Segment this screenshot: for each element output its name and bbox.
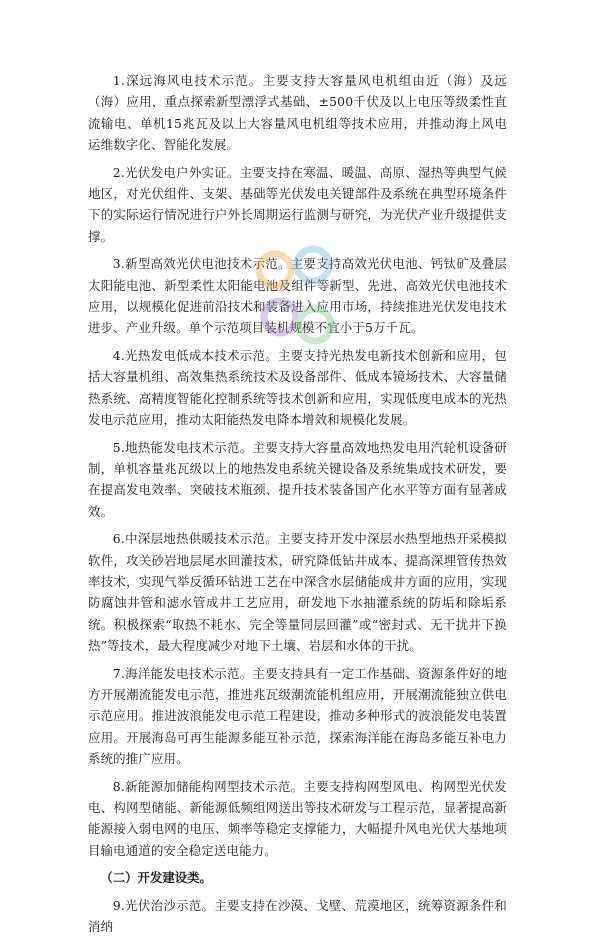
paragraph-5: 5.地热能发电技术示范。主要支持大容量高效地热发电用汽轮机设备研制，单机容量兆瓦级以上的地热发电系统关键设备及系统集成技术研发，要在提高发电效率、突破技术瓶颈、提升技术装备国产化水平等方面有显著成效。 bbox=[88, 439, 507, 519]
section-heading: （二）开发建设类。 bbox=[100, 870, 212, 886]
paragraph-4: 4.光热发电低成本技术示范。主要支持光热发电新技术创新和应用，包括大容量机组、高效集热系统技术及设备部件、低成本镜场技术、大容量储热系统、高精度智能化控制系统等技术创新和应用，实现低度电成本的光热发电示范应用，推动太阳能热发电降本增效和规模化发展。 bbox=[88, 347, 507, 428]
paragraph-6: 6.中深层地热供暖技术示范。主要支持开发中深层水热型地热开采模拟软件，攻关砂岩地层尾水回灌技术，研究降低钻井成本、提高深埋管传热效率技术，实现气举反循环钻进工艺在中深含水层储能成井方面的应用，实现防腐蚀井管和滤水管成井工艺应用，研发地下水抽灌系统的防垢和除垢系统。积极探索“取热不耗水、完全等量同层回灌”或“密封式、无干扰井下换热”等技术，最大程度减少对地下土壤、岩层和水体的干扰。 bbox=[88, 531, 507, 654]
paragraph-7: 7.海洋能发电技术示范。主要支持具有一定工作基础、资源条件好的地方开展潮流能发电示范，推进兆瓦级潮流能机组应用，开展潮流能独立供电示范应用。推进波浪能发电示范工程建设，推动多种形式的波浪能发电装置应用。开展海岛可再生能源多能互补示范，探索海洋能在海岛多能互补电力系统的推广应用。 bbox=[88, 665, 507, 767]
paragraph-9: 9.光伏治沙示范。主要支持在沙漠、戈壁、荒漠地区，统筹资源条件和消纳 bbox=[88, 897, 507, 935]
paragraph-3: 3.新型高效光伏电池技术示范。主要支持高效光伏电池、钙钛矿及叠层太阳能电池、新型柔性太阳能电池及组件等新型、先进、高效光伏电池技术应用，以规模化促进前沿技术和装备进入应用市场，持续推进光伏发电技术进步、产业升级。单个示范项目装机规模不宜小于5万千瓦。 bbox=[88, 256, 507, 336]
paragraph-2: 2.光伏发电户外实证。主要支持在寒温、暖温、高原、湿热等典型气候地区，对光伏组件、支架、基础等光伏发电关键部件及系统在典型环境条件下的实际运行情况进行户外长周期运行监测与研究，为光伏产业升级提供支撑。 bbox=[88, 164, 507, 244]
paragraph-8: 8.新能源加储能构网型技术示范。主要支持构网型风电、构网型光伏发电、构网型储能、新能源低频组网送出等技术研发与工程示范，显著提高新能源接入弱电网的电压、频率等稳定支撑能力，大幅提升风电光伏大基地项目输电通道的安全稳定送电能力。 bbox=[88, 778, 507, 858]
paragraph-1: 1.深远海风电技术示范。主要支持大容量风电机组由近（海）及远（海）应用，重点探索新型漂浮式基础、±500千伏及以上电压等级柔性直流输电、单机15兆瓦及以上大容量风电机组等技术应用，并推动海上风电运维数字化、智能化发展。 bbox=[88, 73, 507, 153]
